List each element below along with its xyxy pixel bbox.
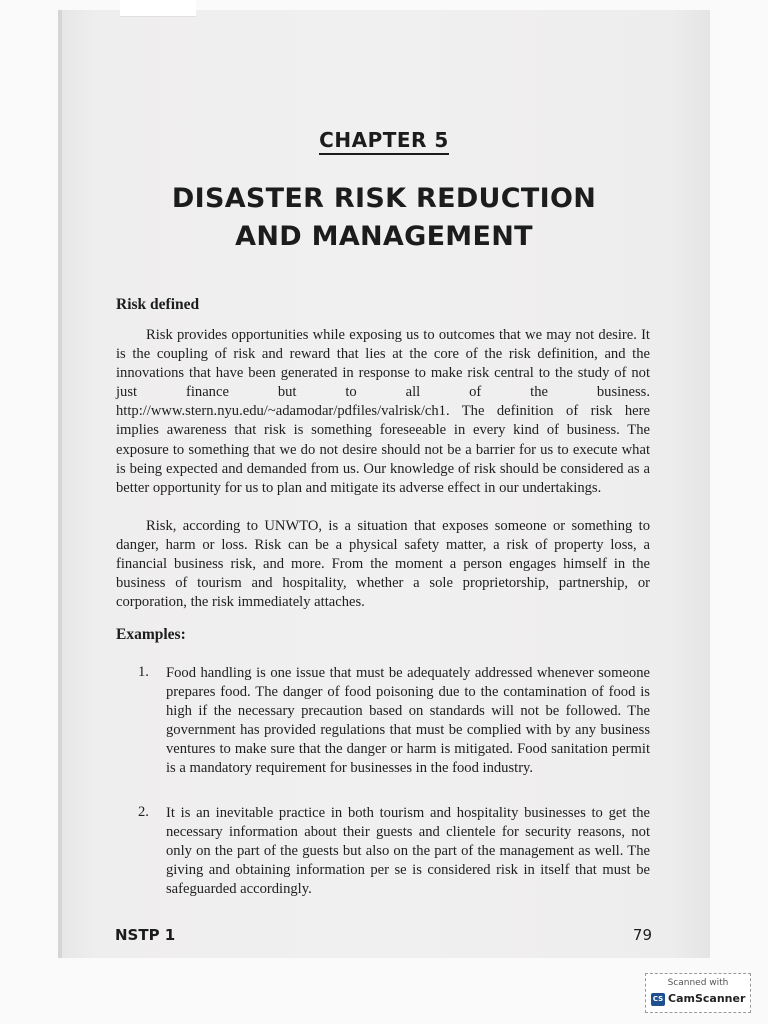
scan-edge-tab bbox=[120, 0, 196, 17]
watermark-brand: CamScanner bbox=[668, 992, 746, 1005]
camscanner-watermark bbox=[645, 973, 751, 1013]
paragraph-risk-definition: Risk provides opportunities while exposing us to outcomes that we may not desire. It is the coupling of risk and reward that lies at the core of the risk definition, and the innovations that have been generated in response to make risk central to the study of not just finance but to all of the business. http://www.stern.nyu.edu/~adamodar/pdfiles/valrisk/ch1. The definition of risk here implies awareness that risk is something foreseeable in every kind of business. The exposure to something that we do not desire should not be a barrier for us to execute what is being expected and demanded from us. Our knowledge of risk should be considered as a better opportunity for us to plan and mitigate its adverse effect in our undertakings. bbox=[116, 327, 650, 496]
footer-course-label: NSTP 1 bbox=[115, 926, 176, 944]
section-heading-risk-defined: Risk defined bbox=[116, 296, 200, 313]
camscanner-logo-icon: CS bbox=[651, 993, 665, 1006]
list-item-text: Food handling is one issue that must be adequately addressed whenever someone prepares food. The danger of food poisoning due to the contamination of food is high if the necessary precaution based on standards will not be followed. The government has provided regulations that must be complied with by any business ventures to make sure that the danger or harm is mitigated. Food sanitation permit is a mandatory requirement for businesses in the food industry. bbox=[166, 665, 650, 777]
chapter-title-line-1: DISASTER RISK REDUCTION bbox=[171, 183, 597, 214]
page-number: 79 bbox=[632, 926, 652, 944]
list-item-number: 2. bbox=[138, 804, 149, 820]
list-item-number: 1. bbox=[138, 664, 149, 680]
chapter-label: CHAPTER 5 bbox=[0, 128, 768, 152]
list-item-text: It is an inevitable practice in both tourism and hospitality businesses to get the necessary information about their guests and clientele for security reasons, not only on the part of the guests but also on the part of the management as well. The giving and obtaining information per se is considered risk in itself that must be safeguarded accordingly. bbox=[166, 805, 650, 898]
chapter-title-line-2: AND MANAGEMENT bbox=[235, 221, 533, 252]
chapter-title bbox=[0, 180, 768, 256]
examples-heading: Examples: bbox=[116, 626, 186, 643]
paragraph-unwto-risk: Risk, according to UNWTO, is a situation that exposes someone or something to danger, harm or loss. Risk can be a physical safety matter, a risk of property loss, a financial business risk, and more. From the moment a person engages himself in the business of tourism and hospitality, whether a sole proprietorship, partnership, or corporation, the risk immediately attaches. bbox=[116, 518, 650, 611]
page-edge-shadow bbox=[58, 10, 62, 958]
watermark-caption: Scanned with bbox=[667, 978, 729, 988]
